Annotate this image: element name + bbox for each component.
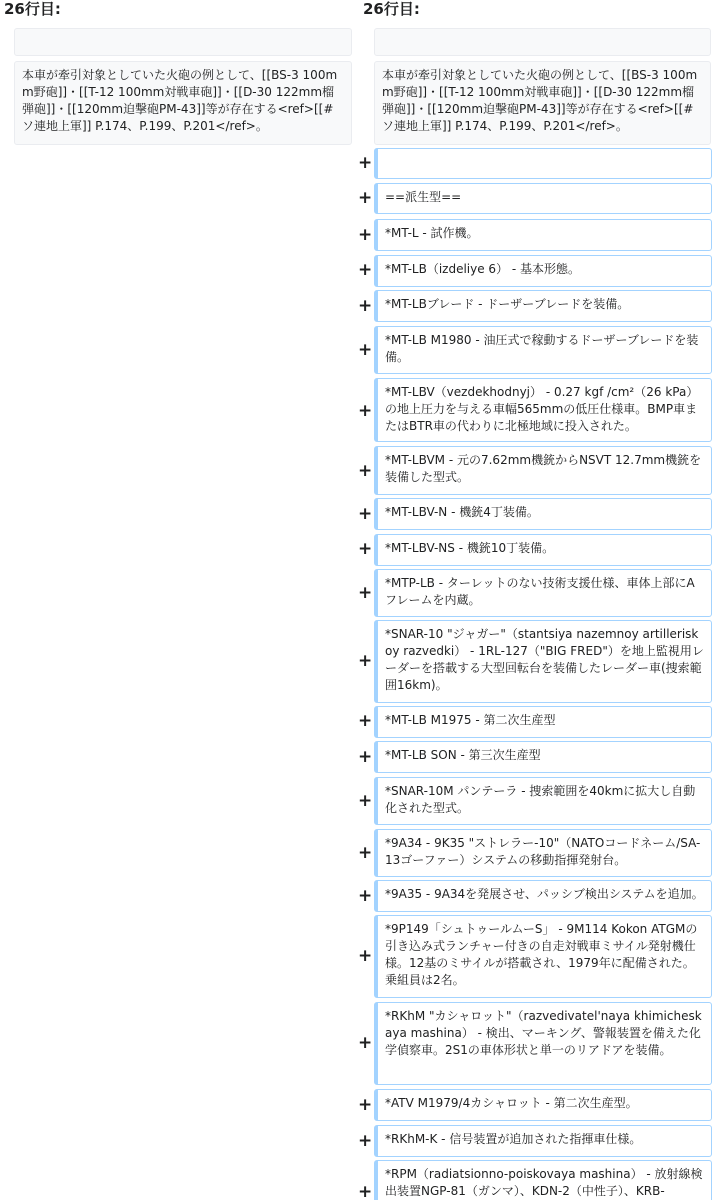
added-line-16: *9A34 - 9K35 "ストレラー-10"（NATOコードネーム/SA-13ゴーファー）システムの移動指揮発射台。 <box>374 829 712 877</box>
right-context-line-1 <box>374 28 711 56</box>
right-line-number-header: 26行目: <box>363 0 420 18</box>
added-line-20: *ATV M1979/4カシャロット - 第二次生産型。 <box>374 1089 712 1121</box>
added-line-5: *MT-LBブレード - ドーザーブレードを装備。 <box>374 290 712 322</box>
added-marker: + <box>358 401 373 421</box>
added-marker: + <box>358 153 373 173</box>
added-marker: + <box>358 461 373 481</box>
added-marker: + <box>358 843 373 863</box>
added-marker: + <box>358 583 373 603</box>
left-line-number-header: 26行目: <box>4 0 61 18</box>
added-line-4: *MT-LB（izdeliye 6） - 基本形態。 <box>374 255 712 287</box>
added-line-12: *SNAR-10 "ジャガー"（stantsiya nazemnoy artilleriskoy razvedki） - 1RL-127（"BIG FRED"）を地上監視用レーダーを搭載する大型回転台を装備したレーダー車(捜索範囲16km)。 <box>374 620 712 703</box>
added-marker: + <box>358 296 373 316</box>
added-line-18: *9P149「シュトゥールムーS」 - 9M114 Kokon ATGMの引き込み式ランチャー付きの自走対戦車ミサイル発射機仕様。12基のミサイルが搭載され、1979年に配備された。乗組員は2名。 <box>374 915 712 998</box>
right-context-line-2: 本車が牽引対象としていた火砲の例として、[[BS-3 100mm野砲]]・[[T-12 100mm対戦車砲]]・[[D-30 122mm榴弾砲]]・[[120mm迫撃砲PM-43]]等が存在する<ref>[[#ソ連地上軍]] P.174、P.199、P.201</ref>。 <box>374 61 711 145</box>
added-marker: + <box>358 225 373 245</box>
added-line-9: *MT-LBV-N - 機銃4丁装備。 <box>374 498 712 530</box>
left-context-line-2: 本車が牽引対象としていた火砲の例として、[[BS-3 100mm野砲]]・[[T-12 100mm対戦車砲]]・[[D-30 122mm榴弾砲]]・[[120mm迫撃砲PM-43]]等が存在する<ref>[[#ソ連地上軍]] P.174、P.199、P.201</ref>。 <box>14 61 352 145</box>
added-marker: + <box>358 791 373 811</box>
added-line-10: *MT-LBV-NS - 機銃10丁装備。 <box>374 534 712 566</box>
left-context-line-1 <box>14 28 352 56</box>
added-marker: + <box>358 1131 373 1151</box>
added-line-13: *MT-LB M1975 - 第二次生産型 <box>374 706 712 738</box>
added-marker: + <box>358 886 373 906</box>
added-line-19: *RKhM "カシャロット"（razvedivatel'naya khimicheskaya mashina） - 検出、マーキング、警報装置を備えた化学偵察車。2S1の車体形状と単一のリアドアを装備。 <box>374 1002 712 1085</box>
added-line-1 <box>374 148 712 179</box>
added-marker: + <box>358 1095 373 1115</box>
added-line-11: *MTP-LB - ターレットのない技術支援仕様、車体上部にAフレームを内蔵。 <box>374 569 712 617</box>
added-marker: + <box>358 747 373 767</box>
added-line-22: *RPM（radiatsionno-poiskovaya mashina） - 放射線検出装置NGP-81（ガンマ）、KDN-2（中性子）、KRB- <box>374 1160 712 1200</box>
added-marker: + <box>358 504 373 524</box>
added-marker: + <box>358 1182 373 1200</box>
added-marker: + <box>358 946 373 966</box>
added-line-15: *SNAR-10M パンテーラ - 捜索範囲を40kmに拡大し自動化された型式。 <box>374 777 712 825</box>
added-line-7: *MT-LBV（vezdekhodnyj） - 0.27 kgf /cm²（26 kPa）の地上圧力を与える車幅565mmの低圧仕様車。BMP車またはBTR車の代わりに北極地域に投入された。 <box>374 378 712 442</box>
added-marker: + <box>358 188 373 208</box>
added-line-2: ==派生型== <box>374 183 712 214</box>
added-line-21: *RKhM-K - 信号装置が追加された指揮車仕様。 <box>374 1125 712 1157</box>
added-marker: + <box>358 1033 373 1053</box>
added-line-3: *MT-L - 試作機。 <box>374 219 712 251</box>
added-line-8: *MT-LBVM - 元の7.62mm機銃からNSVT 12.7mm機銃を装備した型式。 <box>374 446 712 495</box>
added-line-14: *MT-LB SON - 第三次生産型 <box>374 741 712 773</box>
added-line-6: *MT-LB M1980 - 油圧式で稼動するドーザーブレードを装備。 <box>374 326 712 374</box>
added-marker: + <box>358 340 373 360</box>
added-marker: + <box>358 711 373 731</box>
added-marker: + <box>358 260 373 280</box>
added-marker: + <box>358 651 373 671</box>
added-marker: + <box>358 539 373 559</box>
added-line-17: *9A35 - 9A34を発展させ、パッシブ検出システムを追加。 <box>374 880 712 912</box>
